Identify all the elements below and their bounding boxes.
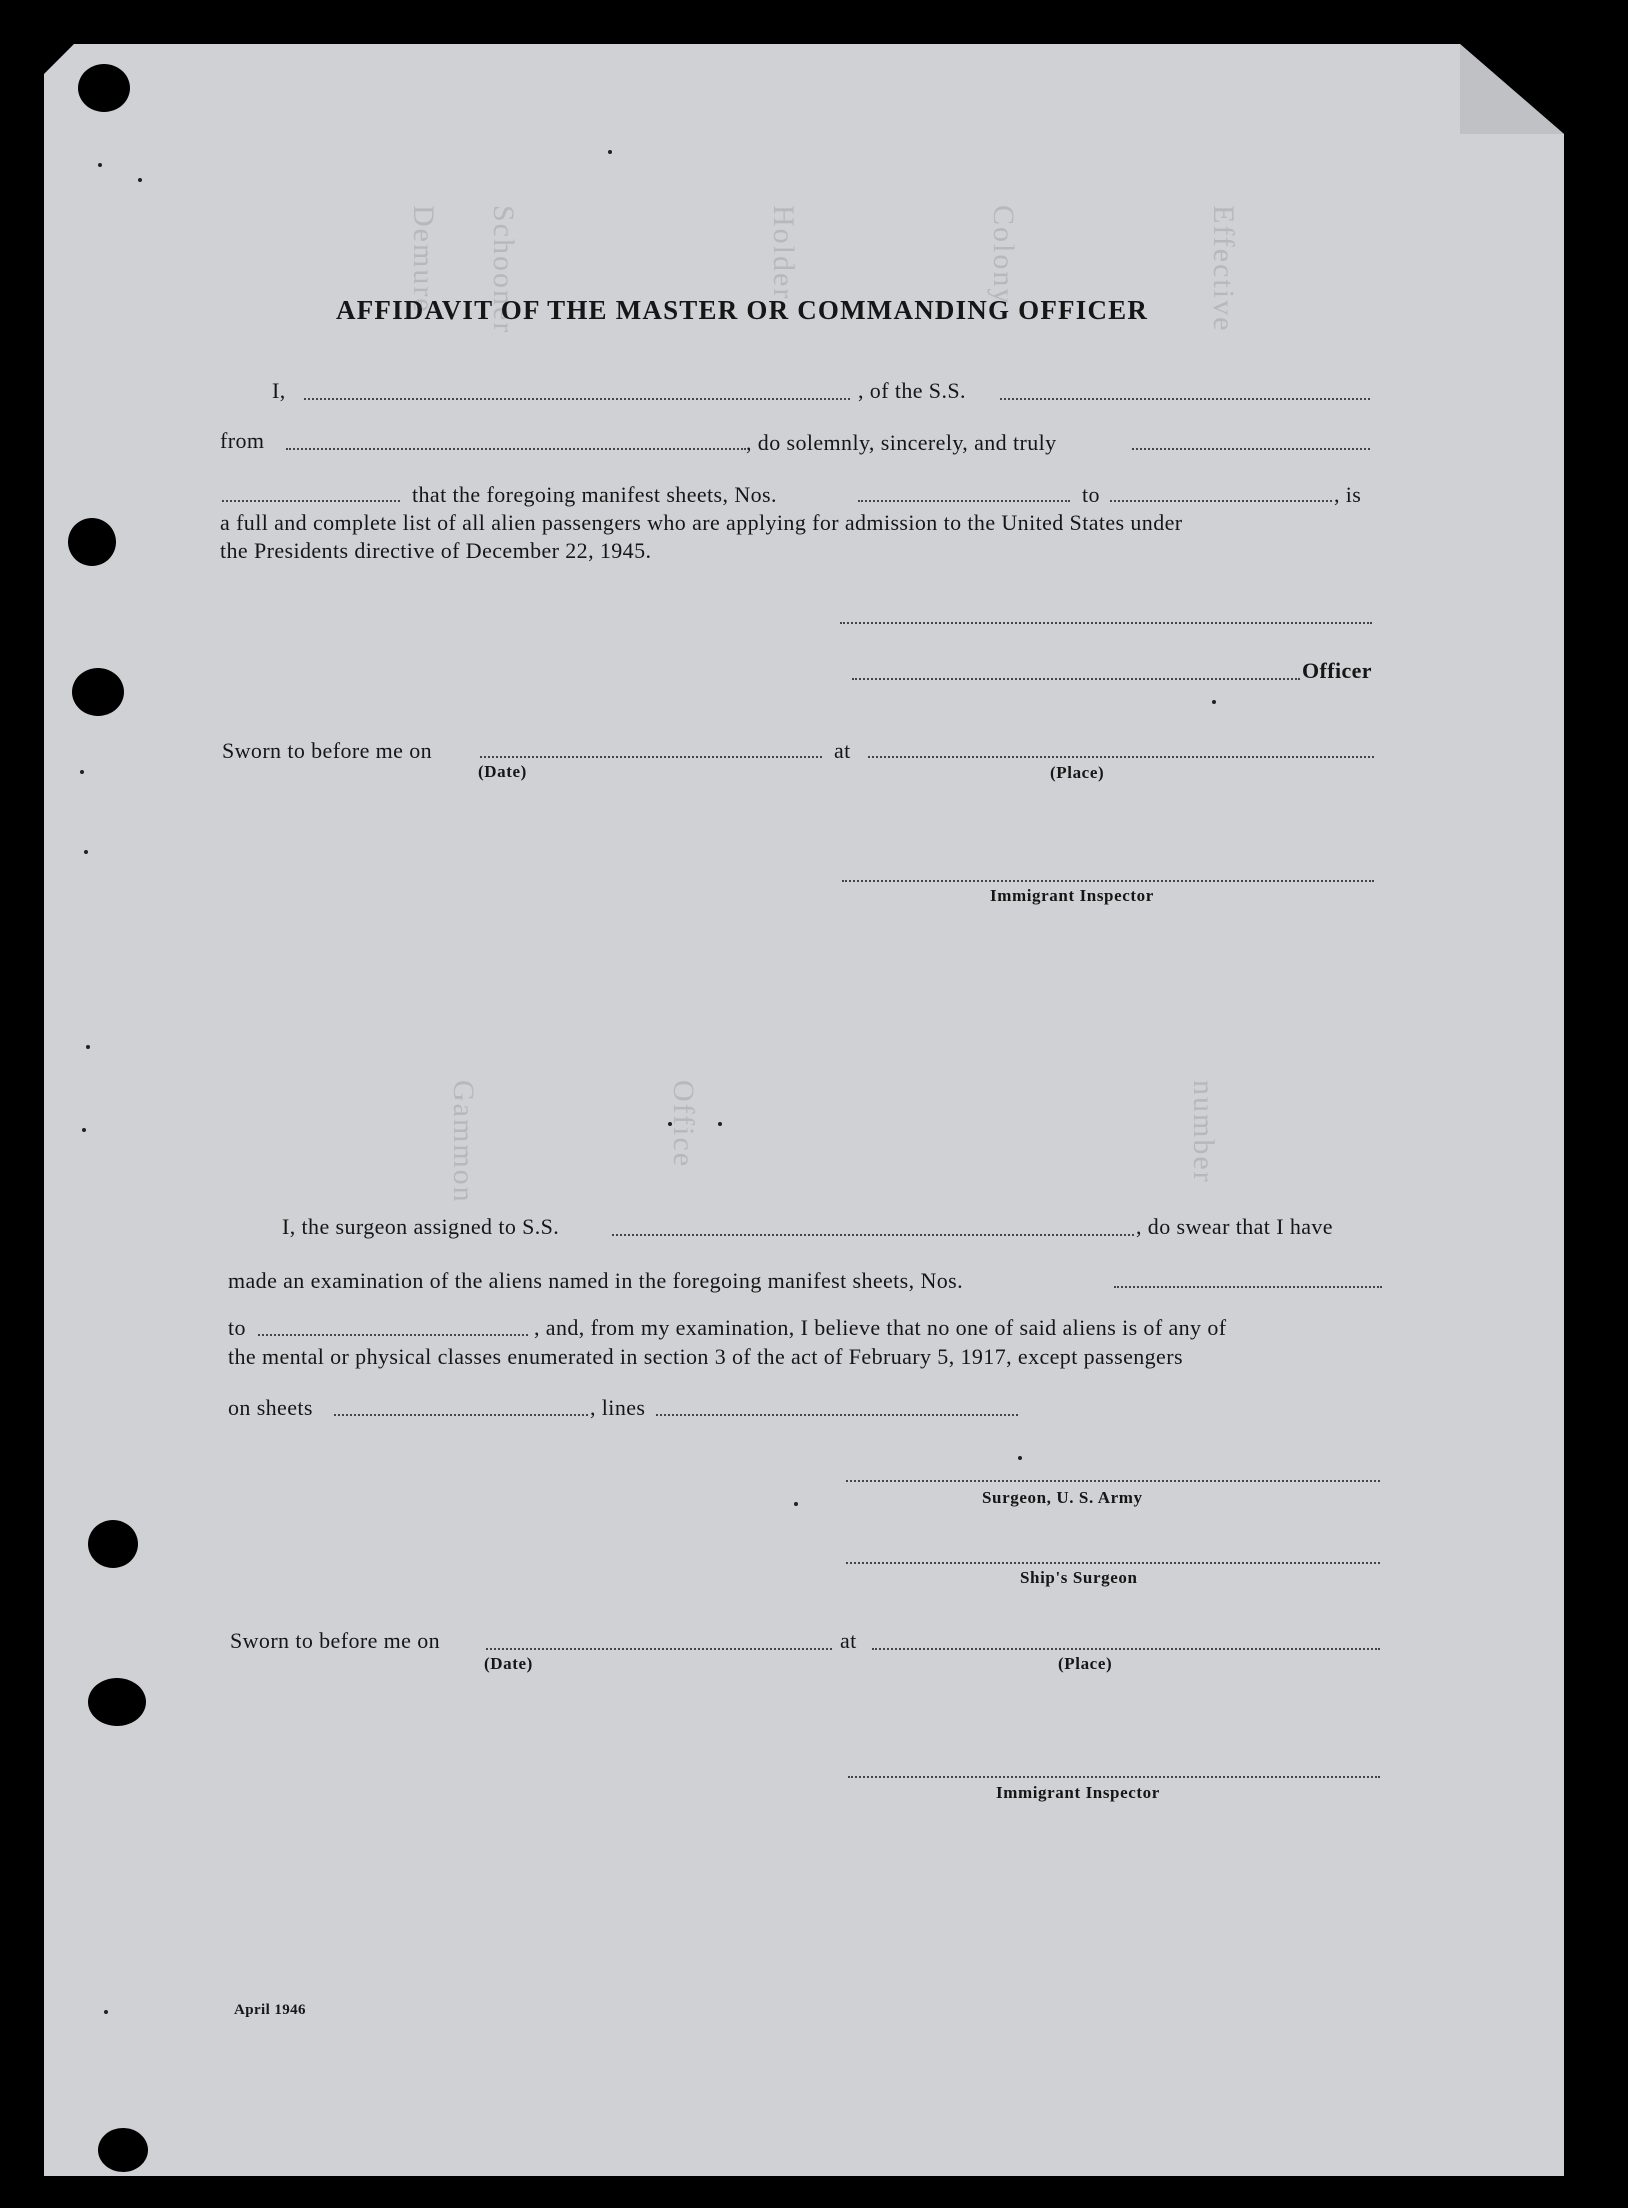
master-from-line [286,448,746,450]
surgeon-swear-text: , do swear that I have [1136,1214,1333,1239]
surgeon-ship-line [612,1234,1134,1236]
surgeon-classes-text: the mental or physical classes enumerated in section 3 of the act of February 5, 1917, except passengers [228,1344,1183,1369]
master-swear-line [1132,448,1370,450]
speck [80,770,84,774]
speck [794,1502,798,1506]
punch-hole [68,518,116,566]
speck [84,850,88,854]
page-title: AFFIDAVIT OF THE MASTER OR COMMANDING OFFICER [336,295,1149,325]
master-nos-from-line [858,500,1070,502]
surgeon-nos-to-line [258,1334,528,1336]
surgeon-sworn-place-line [872,1648,1380,1650]
bleed-through-text: Effective [1207,205,1240,333]
punch-hole [88,1678,146,1726]
bleed-through-text: Gammon [447,1080,480,1204]
master-from-label: from [220,428,265,453]
bleed-through-text: number [1187,1080,1220,1184]
bleed-through-text: Holder [767,205,800,301]
master-directive-text: the Presidents directive of December 22, 1945. [220,538,652,563]
master-is-label: , is [1334,482,1362,507]
master-oath-line [222,500,400,502]
army-surgeon-signature-line [846,1480,1380,1482]
speck [104,2010,108,2014]
master-name-line [304,398,850,400]
folded-corner [1460,44,1564,134]
speck [1018,1456,1022,1460]
master-signature-line [840,622,1372,624]
speck [1212,700,1216,704]
master-ss-label: , of the S.S. [858,378,966,403]
speck [86,1045,90,1049]
master-nos-to-line [1110,500,1332,502]
surgeon-lines-label: , lines [590,1395,646,1420]
army-surgeon-label: Surgeon, U. S. Army [982,1488,1143,1507]
bleed-through-text: Schooner [487,205,520,335]
speck [98,163,102,167]
punch-hole [98,2128,148,2172]
master-i-label: I, [272,378,286,403]
master-inspector-line [842,880,1374,882]
surgeon-nos-from-line [1114,1286,1382,1288]
master-sworn-place-line [868,756,1374,758]
officer-label: Officer [1302,658,1372,683]
surgeon-to-label: to [228,1315,246,1340]
speck [718,1122,722,1126]
bleed-through-text: Office [667,1080,700,1169]
surgeon-sheets-label: on sheets [228,1395,313,1420]
punch-hole [88,1520,138,1568]
master-to-label: to [1082,482,1100,507]
master-sworn-label: Sworn to before me on [222,738,433,763]
surgeon-inspector-label: Immigrant Inspector [996,1783,1160,1802]
surgeon-place-caption: (Place) [1058,1654,1113,1673]
bleed-through-text: Demure [407,205,440,314]
master-inspector-label: Immigrant Inspector [990,886,1154,905]
form-date: April 1946 [234,2002,306,2018]
surgeon-belief-text: , and, from my examination, I believe that no one of said aliens is of any of [534,1315,1227,1340]
master-manifest-text: that the foregoing manifest sheets, Nos. [412,482,777,507]
speck [82,1128,86,1132]
surgeon-sworn-label: Sworn to before me on [230,1628,441,1653]
surgeon-sheets-line [334,1414,588,1416]
surgeon-at-label: at [840,1628,857,1653]
surgeon-sworn-date-line [486,1648,832,1650]
speck [608,150,612,154]
surgeon-date-caption: (Date) [484,1654,533,1673]
ships-surgeon-signature-line [846,1562,1380,1564]
surgeon-exam-text: made an examination of the aliens named in the foregoing manifest sheets, Nos. [228,1268,963,1293]
ships-surgeon-label: Ship's Surgeon [1020,1568,1138,1587]
punch-hole [72,668,124,716]
bleed-through-text: Colony [987,205,1020,306]
master-place-caption: (Place) [1050,763,1105,782]
surgeon-lines-line [656,1414,1018,1416]
surgeon-inspector-line [848,1776,1380,1778]
speck [138,178,142,182]
master-swear-text: , do solemnly, sincerely, and truly [746,430,1057,455]
master-date-caption: (Date) [478,762,527,781]
surgeon-assigned-text: I, the surgeon assigned to S.S. [282,1214,560,1239]
master-list-text: a full and complete list of all alien passengers who are applying for admission to the United States under [220,510,1183,535]
master-at-label: at [834,738,851,763]
document-page [44,44,1564,2176]
punch-hole [78,64,130,112]
officer-signature-line [852,678,1300,680]
master-ship-line [1000,398,1370,400]
master-sworn-date-line [480,756,822,758]
